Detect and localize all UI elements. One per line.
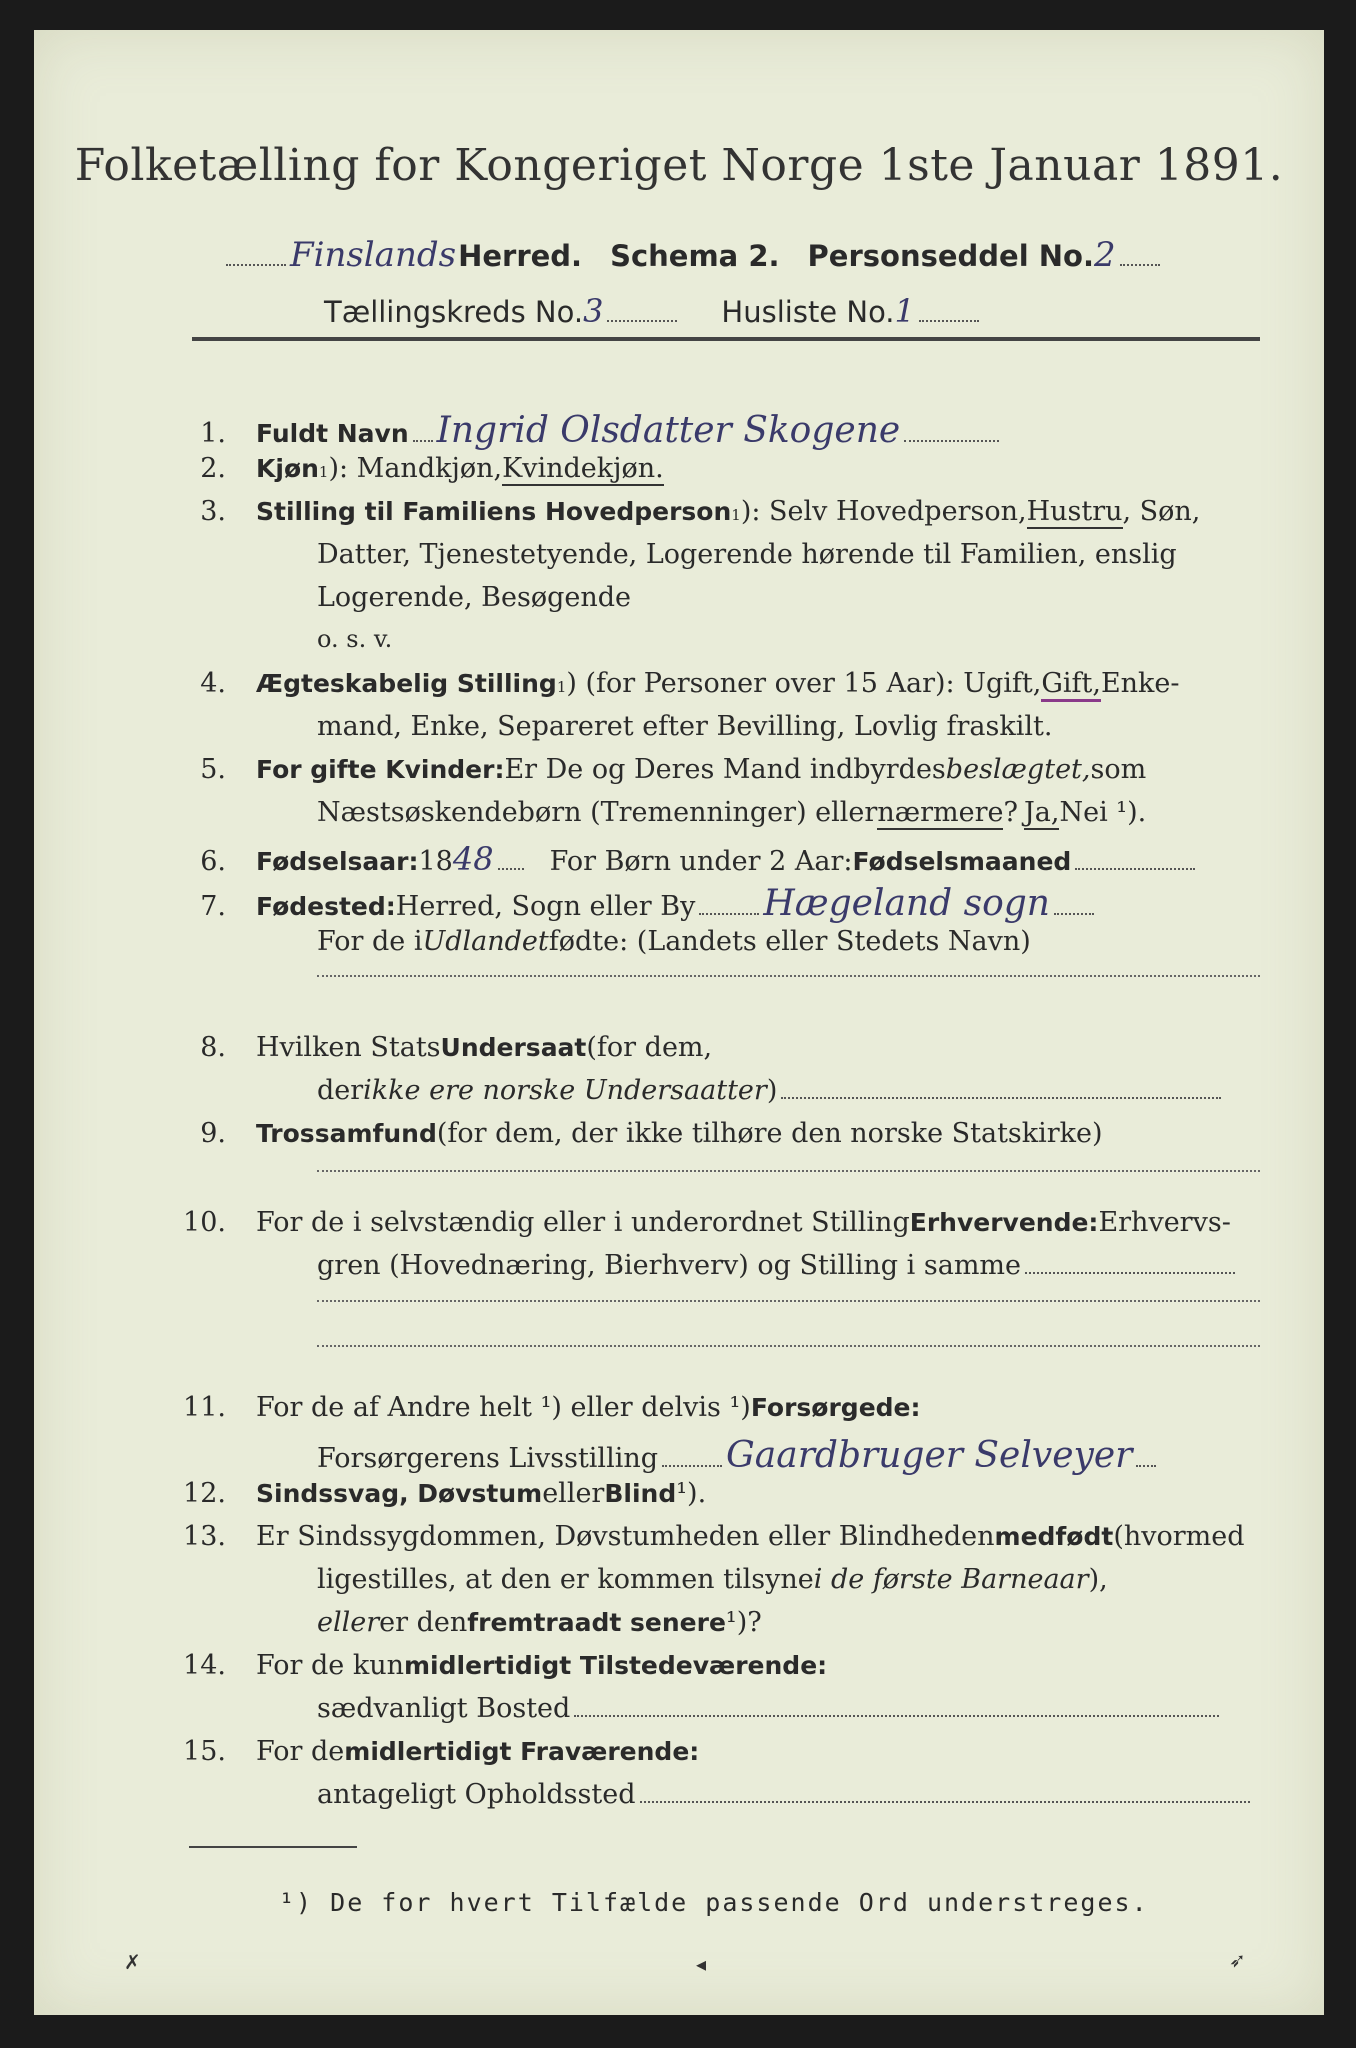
form-title: Folketælling for Kongeriget Norge 1ste Januar 1891. [74, 140, 1284, 191]
blank-line [317, 1345, 1260, 1347]
item-number: 11. [183, 1392, 226, 1423]
item-text-italic: ikke ere norske Undersaatter [363, 1075, 767, 1106]
item-text: Herred, Sogn eller By [395, 891, 696, 922]
item-number: 6. [200, 846, 226, 877]
item-label: Forsørgede: [750, 1393, 921, 1422]
item-text-italic: beslægtet, [945, 754, 1091, 785]
item-label: midlertidigt Tilstedeværende: [404, 1651, 828, 1680]
item-text: ) (for Personer over 15 Aar): Ugift, [566, 668, 1042, 699]
item-15-line-2 [317, 1779, 1254, 1810]
item-4 [164, 668, 1180, 702]
item-text: Enke- [1100, 668, 1180, 699]
item-number: 4. [200, 668, 226, 699]
item-text: ): Mandkjøn, [328, 453, 503, 484]
item-text: Næstsøskendebørn (Tremenninger) eller [317, 797, 878, 828]
item-text: som [1090, 754, 1147, 785]
item-10 [164, 1207, 1231, 1238]
item-text: Hvilken Stats [256, 1032, 441, 1063]
item-label: Undersaat [440, 1033, 587, 1062]
item-13 [164, 1521, 1245, 1552]
blank-line [317, 1300, 1260, 1302]
item-10-line-2 [317, 1250, 1239, 1281]
item-7-line-2 [317, 926, 1031, 957]
item-12 [164, 1478, 706, 1509]
item-number: 1. [200, 418, 226, 449]
herred-value: Finslands [290, 235, 457, 275]
footnote: ¹) De for hvert Tilfælde passende Ord understreges. [279, 1888, 1149, 1917]
item-text: ) [766, 1075, 778, 1106]
corner-mark-left: ✗ [124, 1950, 141, 1974]
item-text: Nei ¹). [1059, 797, 1147, 828]
item-14-line-2 [317, 1693, 1223, 1724]
item-label: Blind [604, 1479, 677, 1508]
header-row-2 [324, 292, 983, 330]
item-5-line-2 [317, 797, 1146, 830]
underlined-option: Gift, [1041, 668, 1101, 702]
item-text-italic: i de første Barneaar [813, 1564, 1089, 1595]
item-text: ¹). [676, 1478, 707, 1509]
item-text: er den [379, 1607, 468, 1638]
item-number: 8. [200, 1032, 226, 1063]
kreds-label: Tællingskreds No. [324, 295, 584, 329]
item-text: eller [542, 1478, 605, 1509]
item-3-line-3: Logerende, Besøgende [317, 582, 631, 613]
item-text: (for dem, der ikke tilhøre den norske Statskirke) [436, 1118, 1103, 1149]
item-text: ), [1088, 1564, 1108, 1595]
item-11-line-2 [317, 1435, 1160, 1476]
item-11 [164, 1392, 921, 1423]
full-name-value: Ingrid Olsdatter Skogene [436, 410, 901, 451]
item-3-line-2: Datter, Tjenestetyende, Logerende hørende til Familien, enslig [317, 539, 1177, 570]
item-text: (for dem, [586, 1032, 713, 1063]
item-text: Forsørgerens Livsstilling [317, 1443, 659, 1474]
item-text: ): Selv Hovedperson, [740, 496, 1027, 527]
item-number: 5. [200, 754, 226, 785]
item-text: sædvanligt Bosted [317, 1693, 571, 1724]
item-3 [164, 496, 1200, 529]
item-15 [164, 1736, 699, 1767]
item-text: antageligt Opholdssted [317, 1779, 636, 1810]
underlined-option: Kvindekjøn. [502, 453, 664, 484]
header-divider [192, 337, 1260, 341]
footnote-divider [189, 1846, 357, 1848]
item-text-italic: eller [317, 1607, 380, 1638]
item-text: der [317, 1075, 364, 1106]
footnote-mark: 1 [731, 506, 741, 524]
item-label: Ægteskabelig Stilling [256, 669, 557, 698]
corner-mark-right: ➶ [1229, 1948, 1246, 1972]
underlined-option: Hustru [1026, 496, 1123, 527]
item-number: 10. [183, 1207, 226, 1238]
item-8-line-2 [317, 1075, 1225, 1106]
item-text: ligestilles, at den er kommen tilsyne [317, 1564, 814, 1595]
item-4-line-2: mand, Enke, Separeret efter Bevilling, Lovlig fraskilt. [317, 711, 1053, 742]
item-9 [164, 1118, 1103, 1149]
item-text: For de af Andre helt ¹) eller delvis ¹) [256, 1392, 751, 1423]
item-6 [164, 840, 1199, 878]
item-label: Sindssvag, Døvstum [256, 1479, 543, 1508]
year-prefix: 18 [418, 846, 453, 877]
item-label: Fuldt Navn [256, 419, 409, 448]
item-label: medfødt [994, 1522, 1114, 1551]
item-number: 14. [183, 1650, 226, 1681]
item-label: Erhvervende: [909, 1208, 1099, 1237]
item-1 [164, 410, 1003, 451]
item-text: fødte: (Landets eller Stedets Navn) [548, 926, 1031, 957]
husliste-value: 1 [894, 292, 915, 330]
item-number: 2. [200, 453, 226, 484]
item-text: For de kun [256, 1650, 404, 1681]
herred-label: Herred. [458, 239, 583, 273]
provider-occupation-value: Gaardbruger Selveyer [726, 1435, 1133, 1476]
item-14 [164, 1650, 827, 1681]
item-text-italic: Udlandet [422, 926, 549, 957]
header-row-1 [222, 235, 1164, 275]
item-text: ? [1003, 797, 1018, 828]
blank-line [317, 1170, 1260, 1172]
item-number: 9. [200, 1118, 226, 1149]
item-8 [164, 1032, 712, 1063]
item-text: Er Sindssygdommen, Døvstumheden eller Blindheden [256, 1521, 995, 1552]
item-label: Fødselsmaaned [852, 847, 1072, 876]
birthplace-value: Hægeland sogn [763, 883, 1050, 924]
item-label: Fødselsaar: [256, 847, 419, 876]
personseddel-label: Personseddel No. [807, 239, 1094, 273]
husliste-label: Husliste No. [721, 295, 895, 329]
item-text: For de [256, 1736, 345, 1767]
item-3-line-4: o. s. v. [317, 625, 393, 653]
item-label: Kjøn [256, 454, 319, 483]
item-text: (hvormed [1113, 1521, 1245, 1552]
item-label: Trossamfund [256, 1119, 437, 1148]
item-2 [164, 453, 664, 486]
corner-mark-center: ◂ [696, 1952, 707, 1976]
birth-year-value: 48 [452, 840, 494, 878]
item-label: Fødested: [256, 892, 396, 921]
item-number: 12. [183, 1478, 226, 1509]
census-form-sheet [34, 30, 1324, 2015]
footnote-mark: 1 [556, 678, 567, 696]
item-13-line-2 [317, 1564, 1108, 1595]
item-text: For de i [317, 926, 423, 957]
item-number: 13. [183, 1521, 226, 1552]
footnote-mark: 1 [318, 463, 329, 481]
item-text: Erhvervs- [1098, 1207, 1231, 1238]
item-text: gren (Hovednæring, Bierhverv) og Stilling i samme [317, 1250, 1022, 1281]
item-13-line-3 [317, 1607, 762, 1638]
item-number: 7. [200, 891, 226, 922]
personseddel-value: 2 [1093, 235, 1116, 275]
blank-line [317, 975, 1260, 977]
item-label: Stilling til Familiens Hovedperson [256, 497, 732, 526]
item-label: fremtraadt senere [467, 1608, 726, 1637]
item-text: For de i selvstændig eller i underordnet Stilling [256, 1207, 910, 1238]
item-number: 3. [200, 496, 226, 527]
underlined-option: Ja, [1023, 797, 1060, 828]
item-text: Er De og Deres Mand indbyrdes [504, 754, 946, 785]
item-text: ¹)? [725, 1607, 762, 1638]
item-7 [164, 883, 1098, 924]
item-text: For Børn under 2 Aar: [549, 846, 853, 877]
underlined-option: nærmere [877, 797, 1004, 828]
item-label: For gifte Kvinder: [256, 755, 505, 784]
item-5 [164, 754, 1146, 785]
schema-label: Schema 2. [610, 239, 780, 273]
item-label: midlertidigt Fraværende: [344, 1737, 700, 1766]
kreds-value: 3 [583, 292, 604, 330]
item-text: , Søn, [1122, 496, 1201, 527]
item-number: 15. [183, 1736, 226, 1767]
